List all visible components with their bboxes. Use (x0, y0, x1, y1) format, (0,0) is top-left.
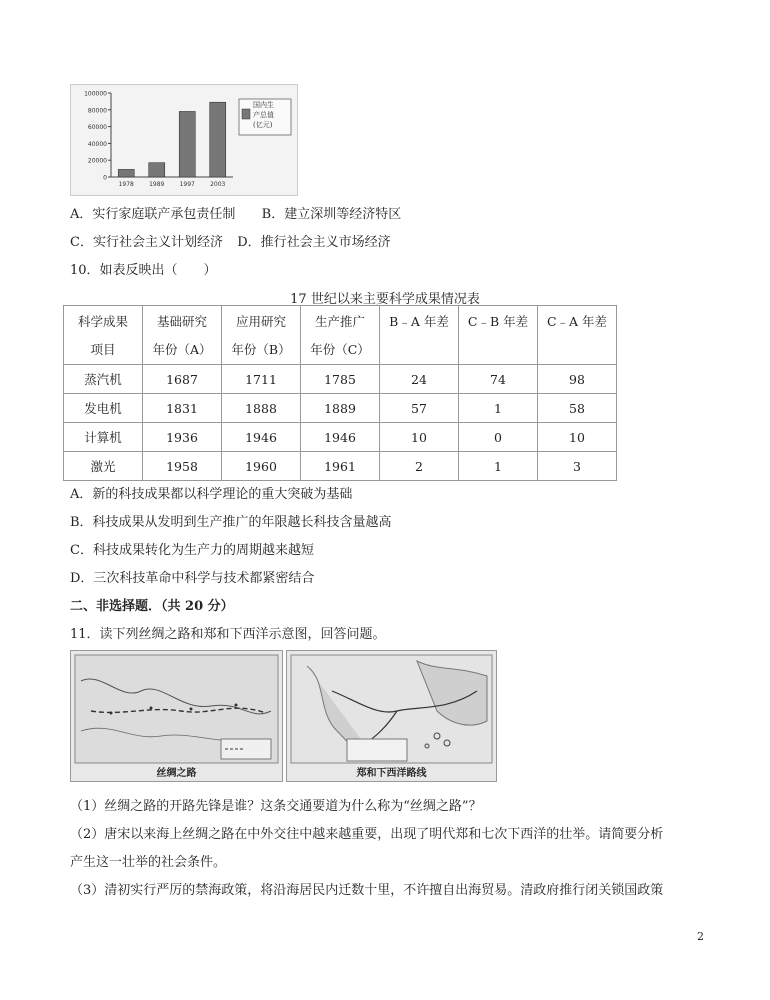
science-table (63, 305, 617, 481)
table-title: 17 世纪以来主要科学成果情况表 (290, 292, 480, 307)
table-row (64, 365, 617, 394)
y-tick-label: 100000 (84, 90, 107, 98)
table-cell: 57 (380, 394, 459, 423)
x-tick-label: 2003 (210, 181, 226, 188)
gdp-bar-chart (70, 84, 298, 196)
table-cell: 1958 (143, 452, 222, 481)
table-cell: 1961 (301, 452, 380, 481)
table-header-row (64, 306, 617, 365)
q11-sub3: （3）清初实行严厉的禁海政策，将沿海居民内迁数十里，不许擅自出海贸易。清政府推行闭关锁国政策 (70, 883, 664, 898)
q11-sub2-line1: （2）唐宋以来海上丝绸之路在中外交往中越来越重要，出现了明代郑和七次下西洋的壮举。请简要分析 (70, 827, 664, 842)
table-cell: 98 (538, 365, 617, 394)
header-cell: 应用研究 年份（B） (222, 306, 301, 365)
zheng-he-map (286, 650, 497, 782)
table-cell: 1946 (222, 423, 301, 452)
y-tick-label: 80000 (87, 107, 107, 115)
table-cell: 1936 (143, 423, 222, 452)
table-cell: 1888 (222, 394, 301, 423)
q11-sub1: （1）丝绸之路的开路先锋是谁？这条交通要道为什么称为“丝绸之路”？ (70, 799, 482, 814)
y-tick-label: 40000 (87, 140, 107, 148)
q10-option-d: D．三次科技革命中科学与技术都紧密结合 (70, 571, 315, 586)
q11-stem: 11．读下列丝绸之路和郑和下西洋示意图，回答问题。 (70, 627, 386, 642)
legend-label: (亿元) (253, 121, 273, 129)
q9-option-a: A．实行家庭联产承包责任制 (70, 207, 236, 222)
legend-label: 产总值 (253, 111, 274, 119)
table-cell: 1889 (301, 394, 380, 423)
table-cell: 1960 (222, 452, 301, 481)
q9-option-c: C．实行社会主义计划经济 (70, 235, 223, 250)
header-cell: C﹣A 年差 (538, 306, 617, 365)
header-cell: B﹣A 年差 (380, 306, 459, 365)
header-cell: 基础研究 年份（A） (143, 306, 222, 365)
silk-road-map-drawing (71, 651, 282, 781)
table-row (64, 452, 617, 481)
table-cell: 3 (538, 452, 617, 481)
page-number: 2 (697, 930, 704, 943)
gdp-chart-svg (71, 85, 297, 195)
bar (179, 111, 195, 177)
table-cell: 58 (538, 394, 617, 423)
header-cell: 生产推广 年份（C） (301, 306, 380, 365)
maps-figure (70, 650, 495, 780)
x-tick-label: 1997 (179, 181, 195, 188)
table-cell: 0 (459, 423, 538, 452)
table-cell: 1687 (143, 365, 222, 394)
y-tick-label: 60000 (87, 124, 107, 132)
table-cell: 激光 (64, 452, 143, 481)
bar (210, 102, 226, 177)
table-cell: 计算机 (64, 423, 143, 452)
table-cell: 发电机 (64, 394, 143, 423)
q10-option-b: B．科技成果从发明到生产推广的年限越长科技含量越高 (70, 515, 392, 530)
q10-option-c: C．科技成果转化为生产力的周期越来越短 (70, 543, 314, 558)
silk-road-map (70, 650, 283, 782)
table-cell: 24 (380, 365, 459, 394)
table-cell: 2 (380, 452, 459, 481)
q10-option-a: A．新的科技成果都以科学理论的重大突破为基础 (70, 487, 353, 502)
table-cell: 1831 (143, 394, 222, 423)
q9-option-b: B．建立深圳等经济特区 (261, 207, 402, 222)
table-cell: 1711 (222, 365, 301, 394)
table-cell: 10 (380, 423, 459, 452)
zheng-he-map-drawing (287, 651, 496, 781)
q10-stem: 10．如表反映出（ ） (70, 263, 217, 278)
header-cell: 科学成果 项目 (64, 306, 143, 365)
bar (149, 163, 165, 177)
legend-label: 国内生 (253, 101, 274, 109)
table-cell: 10 (538, 423, 617, 452)
q9-options-row-1 (70, 203, 401, 222)
table-cell: 74 (459, 365, 538, 394)
table-cell: 1 (459, 394, 538, 423)
section-heading: 二、非选择题．（共 20 分） (70, 599, 234, 614)
q9-option-d: D．推行社会主义市场经济 (237, 235, 391, 250)
silk-road-caption: 丝绸之路 (156, 768, 197, 779)
bar (118, 169, 134, 177)
zheng-he-caption: 郑和下西洋路线 (356, 768, 427, 779)
y-tick-label: 20000 (87, 157, 107, 165)
x-tick-label: 1989 (149, 181, 165, 188)
legend-swatch (242, 109, 250, 119)
table-row (64, 394, 617, 423)
table-cell: 蒸汽机 (64, 365, 143, 394)
table-cell: 1785 (301, 365, 380, 394)
y-tick-label: 0 (103, 174, 107, 182)
q9-options-row-2 (70, 231, 391, 250)
x-tick-label: 1978 (118, 181, 134, 188)
q11-sub2-line2: 产生这一壮举的社会条件。 (70, 855, 227, 870)
table-cell: 1 (459, 452, 538, 481)
header-cell: C﹣B 年差 (459, 306, 538, 365)
table-row (64, 423, 617, 452)
table-cell: 1946 (301, 423, 380, 452)
